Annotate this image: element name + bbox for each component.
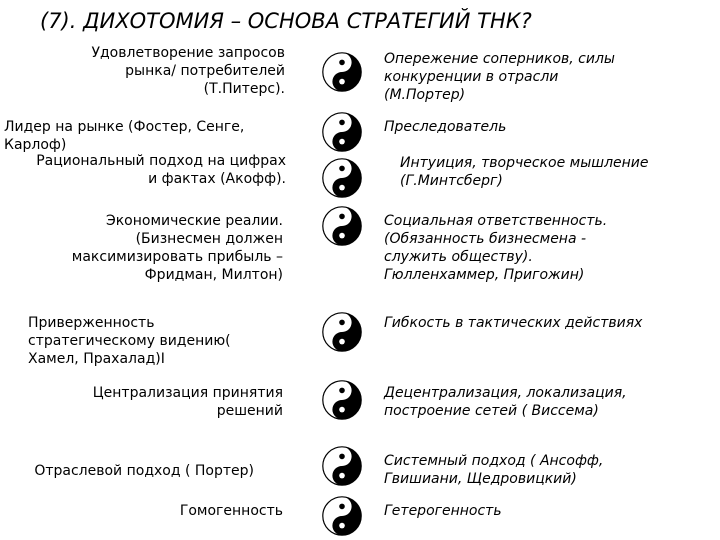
yin-yang-icon [322, 380, 362, 420]
right-concept: Интуиция, творческое мышление (Г.Минтсберг) [400, 155, 649, 189]
left-concept: Удовлетворение запросов рынка/ потребителей (Т.Питерс). [91, 45, 285, 97]
right-concept: Опережение соперников, силы конкуренции в отрасли (М.Портер) [384, 51, 615, 103]
left-concept: Рациональный подход на цифрах и фактах (Акофф). [36, 153, 286, 187]
yin-yang-icon [322, 446, 362, 486]
right-concept: Гетерогенность [384, 503, 502, 519]
left-concept: Отраслевой подход ( Портер) [34, 463, 254, 479]
left-concept: Лидер на рынке (Фостер, Сенге, Карлоф) [4, 119, 245, 153]
right-concept: Децентрализация, локализация, построение сетей ( Виссема) [384, 385, 627, 419]
yin-yang-icon [322, 206, 362, 246]
right-concept: Системный подход ( Ансофф, Гвишиани, Щедровицкий) [384, 453, 604, 487]
right-concept: Социальная ответственность. (Обязанность бизнесмена - служить обществу). Гюлленхаммер, Пригожин) [384, 213, 608, 283]
yin-yang-icon [322, 158, 362, 198]
yin-yang-icon [322, 52, 362, 92]
left-concept: Приверженность стратегическому видению( Хамел, Прахалад)I [28, 315, 231, 367]
yin-yang-icon [322, 112, 362, 152]
yin-yang-icon [322, 496, 362, 536]
right-concept: Гибкость в тактических действиях [384, 315, 643, 331]
yin-yang-icon [322, 312, 362, 352]
page-title: (7). ДИХОТОМИЯ – ОСНОВА СТРАТЕГИЙ ТНК? [40, 9, 532, 33]
left-concept: Гомогенность [179, 503, 283, 519]
left-concept: Экономические реалии. (Бизнесмен должен максимизировать прибыль – Фридман, Милтон) [71, 213, 283, 283]
right-concept: Преследователь [384, 119, 507, 135]
left-concept: Централизация принятия решений [92, 385, 283, 419]
